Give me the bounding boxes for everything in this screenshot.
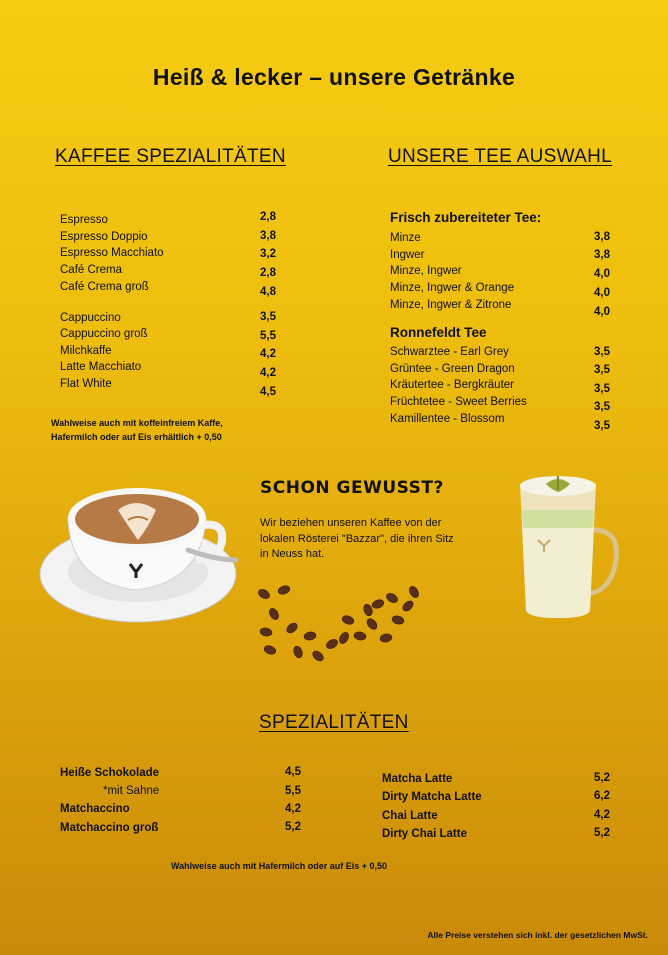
- kaffee-item-name: Cappuccino: [60, 312, 121, 324]
- tee-item-name: Schwarztee - Earl Grey: [390, 346, 509, 358]
- kaffee-item-price: 2,8: [260, 267, 276, 279]
- spezial-note: Wahlweise auch mit Hafermilch oder auf Eis + 0,50: [171, 861, 387, 871]
- spezial-item-price: 5,5: [285, 785, 301, 797]
- gewusst-text: [260, 516, 500, 563]
- spezial-item-price: 4,5: [285, 766, 301, 778]
- kaffee-heading: KAFFEE SPEZIALITÄTEN: [55, 146, 286, 167]
- kaffee-note-line: Hafermilch oder auf Eis erhältlich + 0,50: [51, 432, 222, 442]
- tee-item-price: 3,5: [594, 401, 610, 413]
- spezial-item-price: 5,2: [594, 772, 610, 784]
- coffee-beans-image: [252, 580, 427, 670]
- kaffee-item-name: Cappuccino groß: [60, 328, 148, 340]
- kaffee-item-price: 4,8: [260, 286, 276, 298]
- spezial-item-name: Matcha Latte: [382, 773, 453, 785]
- tee-item-name: Minze: [390, 232, 421, 244]
- kaffee-note: [51, 416, 223, 444]
- kaffee-note-line: Wahlweise auch mit koffeinfreiem Kaffe,: [51, 418, 223, 428]
- tee-item-name: Grüntee - Green Dragon: [390, 363, 515, 375]
- tee-item-price: 4,0: [594, 306, 610, 318]
- kaffee-item-price: 4,2: [260, 348, 276, 360]
- tee-item-name: Kräutertee - Bergkräuter: [390, 379, 515, 391]
- spezial-item-name: Matchaccino groß: [60, 822, 159, 834]
- tee-item-name: Minze, Ingwer & Zitrone: [390, 299, 512, 311]
- kaffee-item-name: Café Crema: [60, 264, 122, 276]
- kaffee-item-price: 2,8: [260, 211, 276, 223]
- kaffee-item-price: 4,5: [260, 386, 276, 398]
- spezial-item-price: 5,2: [285, 821, 301, 833]
- kaffee-item-price: 3,5: [260, 311, 276, 323]
- kaffee-item-name: Milchkaffe: [60, 345, 112, 357]
- tee-item-name: Ingwer: [390, 249, 425, 261]
- kaffee-item-price: 3,8: [260, 230, 276, 242]
- tee-item-name: Minze, Ingwer: [390, 265, 462, 277]
- spezial-item-name: Matchaccino: [60, 803, 130, 815]
- spezial-item-name: Chai Latte: [382, 810, 438, 822]
- tee-item-price: 3,8: [594, 231, 610, 243]
- kaffee-item-price: 5,5: [260, 330, 276, 342]
- tee-item-price: 3,5: [594, 420, 610, 432]
- kaffee-item-name: Flat White: [60, 378, 112, 390]
- tee-item-name: Kamillentee - Blossom: [390, 413, 505, 425]
- spezial-heading: SPEZIALITÄTEN: [259, 712, 409, 733]
- tee-item-price: 3,5: [594, 383, 610, 395]
- gewusst-line: lokalen Rösterei "Bazzar", die ihren Sitz: [260, 532, 454, 545]
- spezial-item-name: Heiße Schokolade: [60, 767, 160, 779]
- cappuccino-cup-image: [38, 478, 240, 628]
- page-title: Heiß & lecker – unsere Getränke: [152, 64, 516, 90]
- tee-item-price: 3,8: [594, 249, 610, 261]
- footer-note: Alle Preise verstehen sich inkl. der gesetzlichen MwSt.: [427, 930, 648, 940]
- tee-item-price: 4,0: [594, 268, 610, 280]
- kaffee-item-price: 4,2: [260, 367, 276, 379]
- ronnefeldt-heading: Ronnefeldt Tee: [390, 325, 487, 340]
- tee-item-name: Früchtetee - Sweet Berries: [390, 396, 527, 408]
- kaffee-item-name: Espresso Macchiato: [60, 247, 164, 259]
- gewusst-line: Wir beziehen unseren Kaffee von der: [260, 517, 442, 529]
- kaffee-item-name: Espresso: [60, 214, 108, 226]
- spezial-item-price: 4,2: [285, 803, 301, 815]
- spezial-item-name: Dirty Chai Latte: [382, 828, 467, 840]
- kaffee-item-name: Latte Macchiato: [60, 361, 142, 373]
- tee-item-price: 3,5: [594, 346, 610, 358]
- tee-item-price: 4,0: [594, 287, 610, 299]
- spezial-item-price: 5,2: [594, 827, 610, 839]
- kaffee-item-name: Café Crema groß: [60, 281, 149, 293]
- gewusst-line: in Neuss hat.: [260, 548, 325, 560]
- spezial-item-name: *mit Sahne: [103, 785, 160, 797]
- tee-item-price: 3,5: [594, 364, 610, 376]
- gewusst-heading: SCHON GEWUSST?: [260, 478, 444, 498]
- spezial-item-price: 6,2: [594, 790, 610, 802]
- tee-heading: UNSERE TEE AUSWAHL: [388, 146, 612, 167]
- fresh-tee-heading: Frisch zubereiteter Tee:: [390, 210, 542, 225]
- spezial-item-name: Dirty Matcha Latte: [382, 791, 482, 803]
- spezial-item-price: 4,2: [594, 809, 610, 821]
- kaffee-item-name: Espresso Doppio: [60, 231, 148, 243]
- matcha-latte-glass-image: [512, 470, 622, 622]
- kaffee-item-price: 3,2: [260, 248, 276, 260]
- tee-item-name: Minze, Ingwer & Orange: [390, 282, 515, 294]
